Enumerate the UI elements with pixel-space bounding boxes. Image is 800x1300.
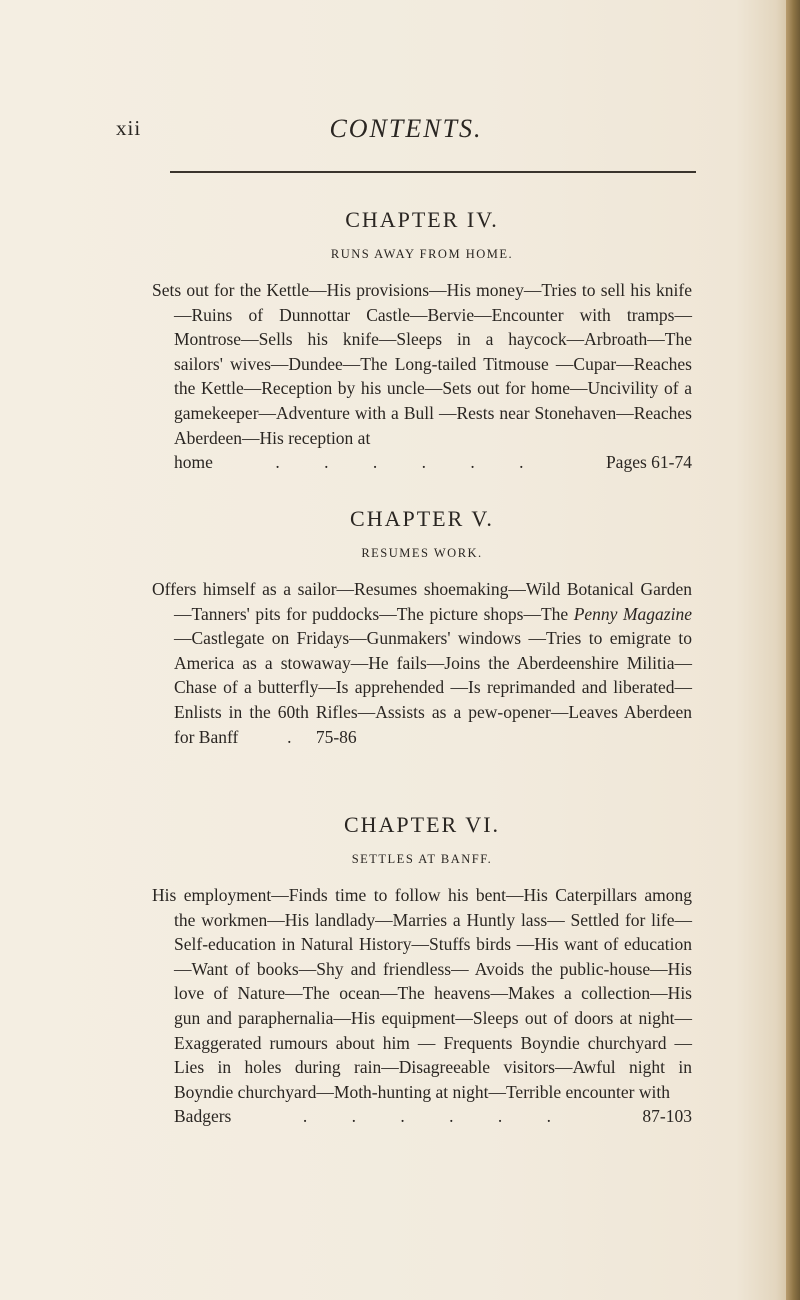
page-range: 87-103	[642, 1106, 692, 1127]
chapter-title: CHAPTER V.	[350, 506, 494, 531]
chapter-summary	[152, 278, 692, 475]
chapter-v	[152, 506, 692, 749]
summary-text: His employment—Finds time to follow his bent—His Caterpillars among the workmen—His landlady—Marries a Huntly lass— Settled for life—Self-education in Natural History—Stuffs birds —His want of education—Want of books—Shy and friendless— Avoids the public-house—His love of Nature—The ocean—The heavens—Makes a collection—His gun and paraphernalia—His equipment—Sleeps out of doors at night—Exaggerated rumours about him — Frequents Boyndie churchyard — Lies in holes during rain—Disagreeable visitors—Awful night in Boyndie churchyard—Moth-hunting at night—Terrible encounter with	[152, 885, 692, 1102]
chapter-title: CHAPTER IV.	[345, 207, 499, 232]
chapter-title: CHAPTER VI.	[343, 812, 501, 837]
summary-last-word: Badgers	[174, 1106, 232, 1127]
running-title: CONTENTS.	[329, 114, 483, 143]
summary-last-word: home	[174, 452, 213, 473]
chapter-summary	[152, 577, 692, 749]
summary-text: Offers himself as a sailor—Resumes shoemaking—Wild Botanical Garden—Tanners' pits for puddocks—The picture shops—The	[152, 579, 692, 624]
summary-text-continued: —Castlegate on Fridays—Gunmakers' windows —Tries to emigrate to America as a stowaway—He fails—Joins the Aberdeenshire Militia—Chase of a butterfly—Is apprehended —Is reprimanded and liberated—Enlists in the 60th Rifles—Assists as a pew-opener—Leaves Aberdeen for Banff	[174, 628, 692, 747]
chapter-iv	[152, 207, 692, 475]
leader-dots: . . . . . .	[275, 452, 544, 473]
page-range: 75-86	[315, 726, 357, 747]
summary-text: Sets out for the Kettle—His provisions—His money—Tries to sell his knife—Ruins of Dunnottar Castle—Bervie—Encounter with tramps—Montrose—Sells his knife—Sleeps in a haycock—Arbroath—The sailors' wives—Dundee—The Long-tailed Titmouse —Cupar—Reaches the Kettle—Reception by his uncle—Sets out for home—Uncivility of a gamekeeper—Adventure with a Bull —Rests near Stonehaven—Reaches Aberdeen—His reception at	[152, 280, 692, 448]
summary-italic-title: Penny Magazine	[573, 603, 692, 624]
page-number: xii	[116, 116, 142, 140]
header-rule	[170, 171, 696, 173]
chapter-vi	[152, 812, 692, 1129]
chapter-subtitle: SETTLES AT BANFF.	[351, 852, 493, 866]
page-edge-shadow	[786, 0, 800, 1300]
chapter-summary	[152, 883, 692, 1129]
leader-dots: . . . . . .	[302, 1106, 571, 1127]
chapter-subtitle: RESUMES WORK.	[361, 546, 483, 560]
running-head	[116, 114, 696, 154]
chapter-subtitle: RUNS AWAY FROM HOME.	[330, 247, 514, 261]
summary-tail	[174, 450, 692, 475]
leader-dots: .	[287, 726, 312, 747]
page-range: Pages 61-74	[605, 452, 692, 473]
summary-tail	[174, 1104, 692, 1129]
